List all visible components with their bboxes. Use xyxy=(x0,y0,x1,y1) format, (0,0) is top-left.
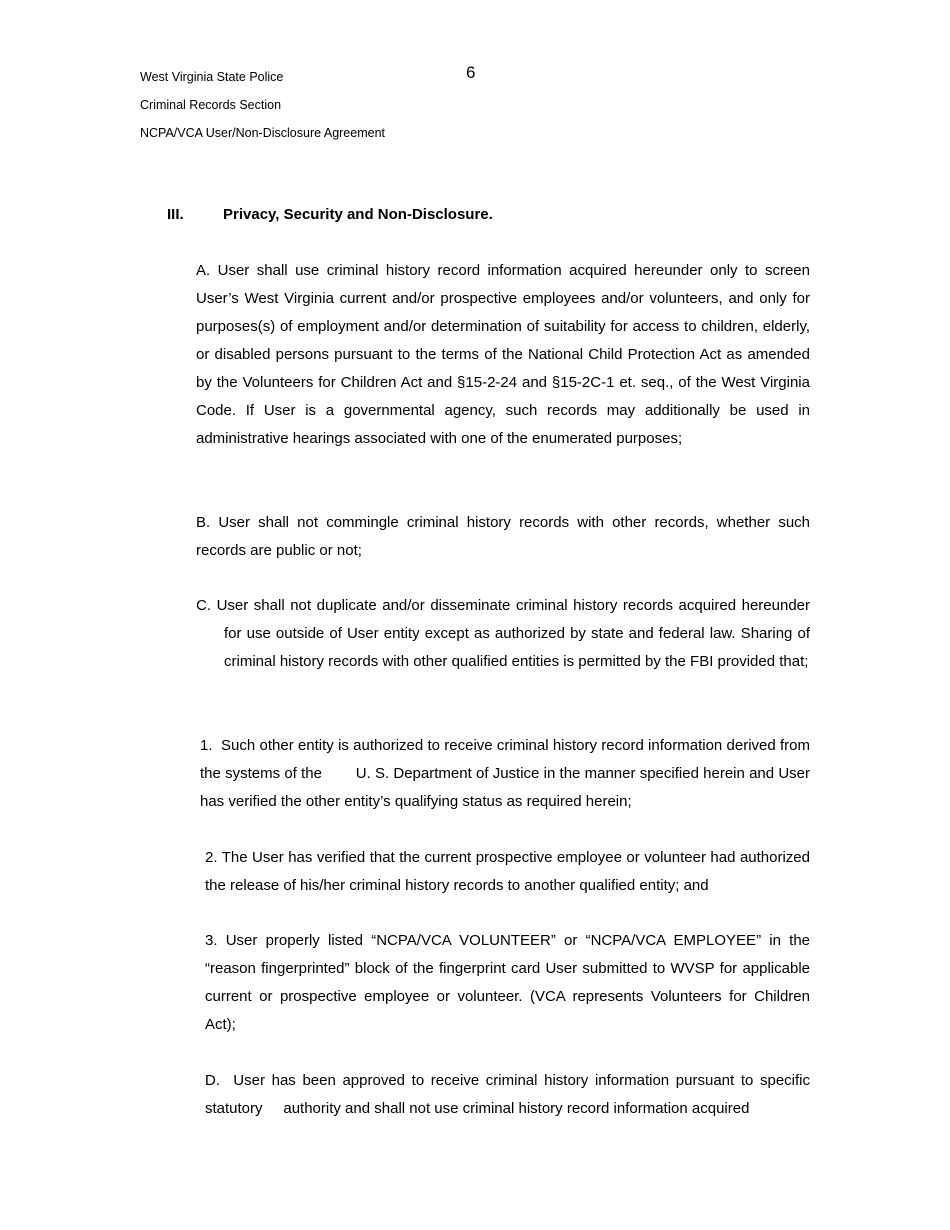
paragraph-c-1: 1. Such other entity is authorized to receive criminal history record information derived from the systems of the U. S. Department of Justice in the manner specified herein and User has verified the other entity’s qualifying status as required herein; xyxy=(200,737,815,810)
section-title: Privacy, Security and Non-Disclosure. xyxy=(223,206,493,223)
header-document-title: NCPA/VCA User/Non-Disclosure Agreement xyxy=(140,126,385,140)
paragraph-c-3: 3. User properly listed “NCPA/VCA VOLUNTEER” or “NCPA/VCA EMPLOYEE” in the “reason fingerprinted” block of the fingerprint card User submitted to WVSP for applicable current or prospective employee or volunteer. (VCA represents Volunteers for Children Act); xyxy=(205,932,810,1033)
page-number: 6 xyxy=(466,63,476,82)
section-heading xyxy=(167,205,493,225)
header-agency: West Virginia State Police xyxy=(140,70,284,84)
section-number: III. xyxy=(167,206,184,223)
header-section: Criminal Records Section xyxy=(140,98,282,112)
paragraph-d: D. User has been approved to receive criminal history information pursuant to specific statutory authority and shall not use criminal history record information acquired xyxy=(205,1072,815,1117)
paragraph-c-2: 2. The User has verified that the current prospective employee or volunteer had authorized the release of his/her criminal history records to another qualified entity; and xyxy=(205,849,810,894)
paragraph-b: B. User shall not commingle criminal history records with other records, whether such records are public or not; xyxy=(196,514,810,559)
paragraph-c: C. User shall not duplicate and/or disseminate criminal history records acquired hereunder for use outside of User entity except as authorized by state and federal law. Sharing of criminal history records with other qualified entities is permitted by the FBI provided that; xyxy=(196,597,810,670)
paragraph-a: A. User shall use criminal history record information acquired hereunder only to screen User’s West Virginia current and/or prospective employees and/or volunteers, and only for purposes(s) of employment and/or determination of suitability for access to children, elderly, or disabled persons pursuant to the terms of the National Child Protection Act as amended by the Volunteers for Children Act and §15-2-24 and §15-2C-1 et. seq., of the West Virginia Code. If User is a governmental agency, such records may additionally be used in administrative hearings associated with one of the enumerated purposes; xyxy=(196,262,810,447)
